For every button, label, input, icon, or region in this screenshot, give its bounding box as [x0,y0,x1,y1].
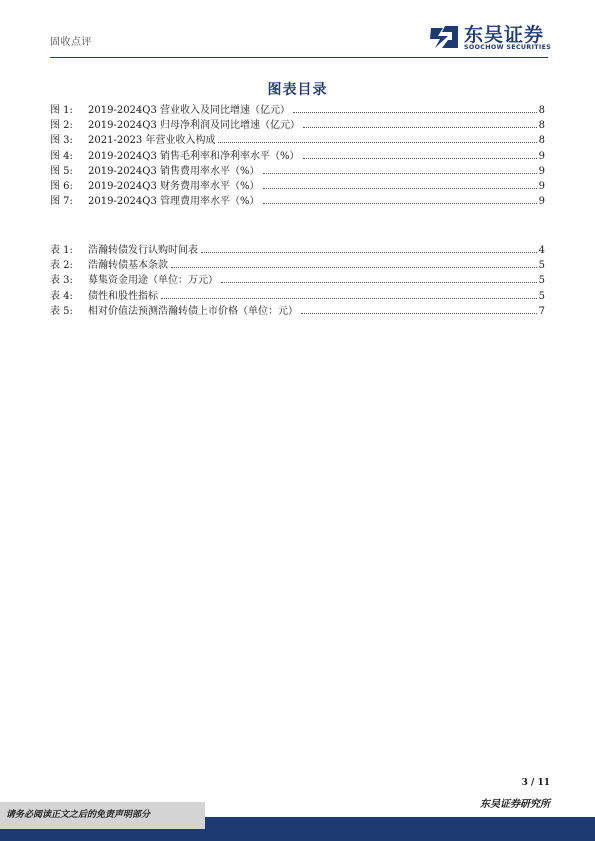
entry-number: 表 2: [50,260,73,272]
entry-title: 2019-2024Q3 销售费用率水平（%） [88,165,260,177]
dot-leader [218,142,536,143]
entry-number: 图 7: [50,196,73,208]
entry-number: 图 4: [50,150,73,162]
toc-entry-table-2[interactable] [50,258,545,273]
toc-entry-figure-2[interactable] [50,118,545,133]
entry-number: 图 5: [50,165,73,177]
dot-leader [263,203,537,204]
entry-page: 9 [538,165,545,177]
page-number: 3 / 11 [521,778,550,788]
toc-entry-table-4[interactable] [50,289,545,304]
dot-leader [293,112,537,113]
document-type-label: 固收点评 [50,37,92,48]
dot-leader [221,282,537,283]
dot-leader [171,267,537,268]
entry-title: 相对价值法预测浩瀚转债上市价格（单位：元） [88,305,298,317]
entry-page: 5 [538,275,545,287]
disclaimer-notice: 请务必阅读正文之后的免责声明部分 [0,802,205,829]
entry-number: 表 4: [50,290,73,302]
entry-page: 8 [538,135,545,147]
footer-org-name: 东吴证券研究所 [480,799,550,810]
entry-title: 2019-2024Q3 财务费用率水平（%） [88,180,260,192]
dot-leader [303,158,537,159]
toc-entry-figure-3[interactable] [50,133,545,148]
company-logo [428,20,553,54]
table-list [50,243,545,319]
entry-page: 5 [538,290,545,302]
toc-entry-figure-6[interactable] [50,179,545,194]
entry-title: 浩瀚转债基本条款 [88,260,168,272]
entry-title: 浩瀚转债发行认购时间表 [88,245,198,256]
entry-page: 9 [538,150,545,162]
soochow-logo-icon [428,22,460,52]
entry-number: 图 6: [50,180,73,192]
entry-page: 5 [538,260,545,272]
logo-english-name: SOOCHOW SECURITIES [464,44,552,51]
entry-number: 表 3: [50,275,73,287]
entry-title: 2019-2024Q3 销售毛利率和净利率水平（%） [88,150,300,162]
entry-title: 2021-2023 年营业收入构成 [88,135,216,147]
dot-leader [161,298,537,299]
toc-entry-figure-5[interactable] [50,164,545,179]
entry-number: 表 1: [50,245,73,256]
toc-entry-figure-7[interactable] [50,194,545,209]
dot-leader [303,127,537,128]
entry-title: 债性和股性指标 [88,290,158,302]
entry-number: 图 2: [50,120,73,132]
logo-chinese-name: 东吴证券 [464,24,545,46]
entry-page: 9 [538,196,545,208]
entry-number: 图 3: [50,135,73,147]
entry-title: 2019-2024Q3 管理费用率水平（%） [88,196,260,208]
figure-list [50,103,545,209]
entry-page: 8 [538,105,545,116]
entry-number: 表 5: [50,305,73,317]
dot-leader [301,313,537,314]
entry-page: 8 [538,120,545,132]
toc-entry-table-5[interactable] [50,304,545,319]
entry-page: 4 [538,245,545,256]
toc-entry-table-3[interactable] [50,273,545,288]
toc-entry-figure-4[interactable] [50,149,545,164]
toc-entry-table-1[interactable] [50,243,545,258]
entry-title: 2019-2024Q3 营业收入及同比增速（亿元） [88,105,291,116]
toc-title: 图表目录 [267,82,328,98]
entry-page: 7 [538,305,545,317]
entry-title: 募集资金用途（单位：万元） [88,275,218,287]
toc-entry-figure-1[interactable] [50,103,545,118]
entry-number: 图 1: [50,105,73,116]
dot-leader [201,252,537,253]
header-divider [50,57,548,58]
entry-title: 2019-2024Q3 归母净利润及同比增速（亿元） [88,120,301,132]
entry-page: 9 [538,180,545,192]
dot-leader [263,188,537,189]
dot-leader [263,173,537,174]
